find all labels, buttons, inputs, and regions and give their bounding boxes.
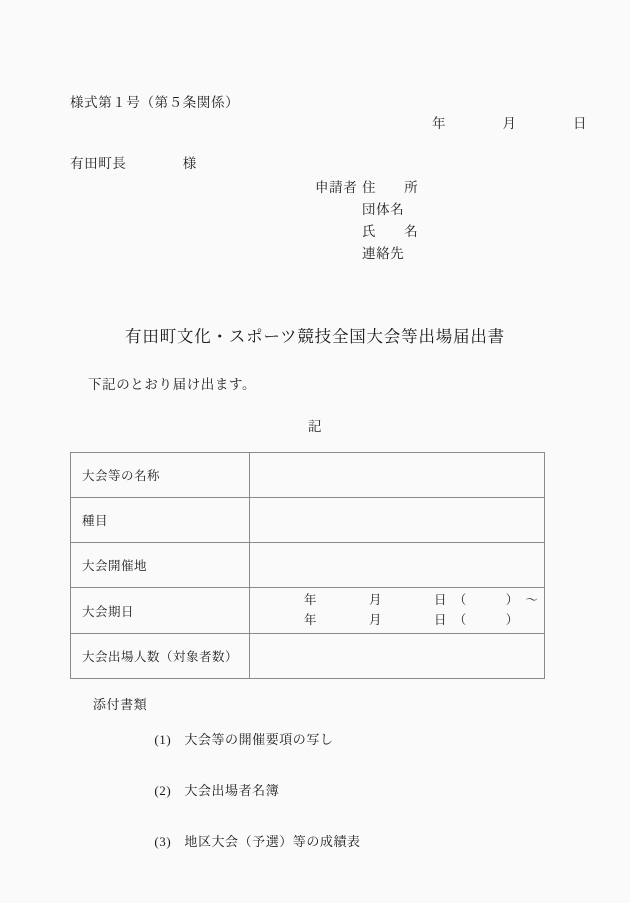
submission-date-line: 年 月 日 [432,116,588,131]
table-value-event-date[interactable] [250,588,545,634]
attachments-list [93,720,361,861]
table-row [71,543,545,588]
competition-details-table [70,452,545,679]
table-value-event-name[interactable] [250,453,545,498]
list-item [124,720,361,759]
table-value-participant-count[interactable] [250,634,545,679]
statement-text: 下記のとおり届け出ます。 [88,377,257,392]
table-row [71,634,545,679]
attachment-text: 大会等の開催要項の写し [184,732,334,747]
applicant-row [315,220,418,242]
table-label-category: 種目 [71,498,250,543]
applicant-row [315,198,418,220]
applicant-tag: 申請者 [315,180,358,195]
table-label-venue: 大会開催地 [71,543,250,588]
list-item [124,822,361,861]
event-date-end-line: 年 月 日 （ ） [304,612,519,627]
table-row [71,588,545,634]
applicant-field-contact-label: 連絡先 [362,246,405,261]
attachments-title: 添付書類 [93,697,148,712]
table-row [71,453,545,498]
form-number: 様式第１号（第５条関係） [70,95,240,110]
applicant-row [315,242,418,264]
attachment-number: (3) [154,834,172,849]
table-label-event-date: 大会期日 [71,588,250,634]
addressee-line: 有田町長 様 [70,156,197,171]
table-label-participant-count: 大会出場人数（対象者数） [71,634,250,679]
attachment-text: 地区大会（予選）等の成績表 [184,834,361,849]
applicant-row [315,176,418,198]
table-label-event-name: 大会等の名称 [71,453,250,498]
attachment-number: (2) [154,783,172,798]
attachments-section [93,698,361,873]
event-date-start-line: 年 月 日 （ ） 〜 [304,593,539,608]
attachment-number: (1) [154,732,172,747]
applicant-field-organization-label: 団体名 [362,202,405,217]
table-value-venue[interactable] [250,543,545,588]
list-item [124,771,361,810]
table-value-category[interactable] [250,498,545,543]
applicant-block [315,176,418,264]
applicant-field-address-label: 住 所 [362,180,419,195]
applicant-field-name-label: 氏 名 [362,224,419,239]
table-row [71,498,545,543]
ki-marker: 記 [307,419,323,434]
attachment-text: 大会出場者名簿 [184,783,280,798]
page-title: 有田町文化・スポーツ競技全国大会等出場届出書 [125,327,505,346]
